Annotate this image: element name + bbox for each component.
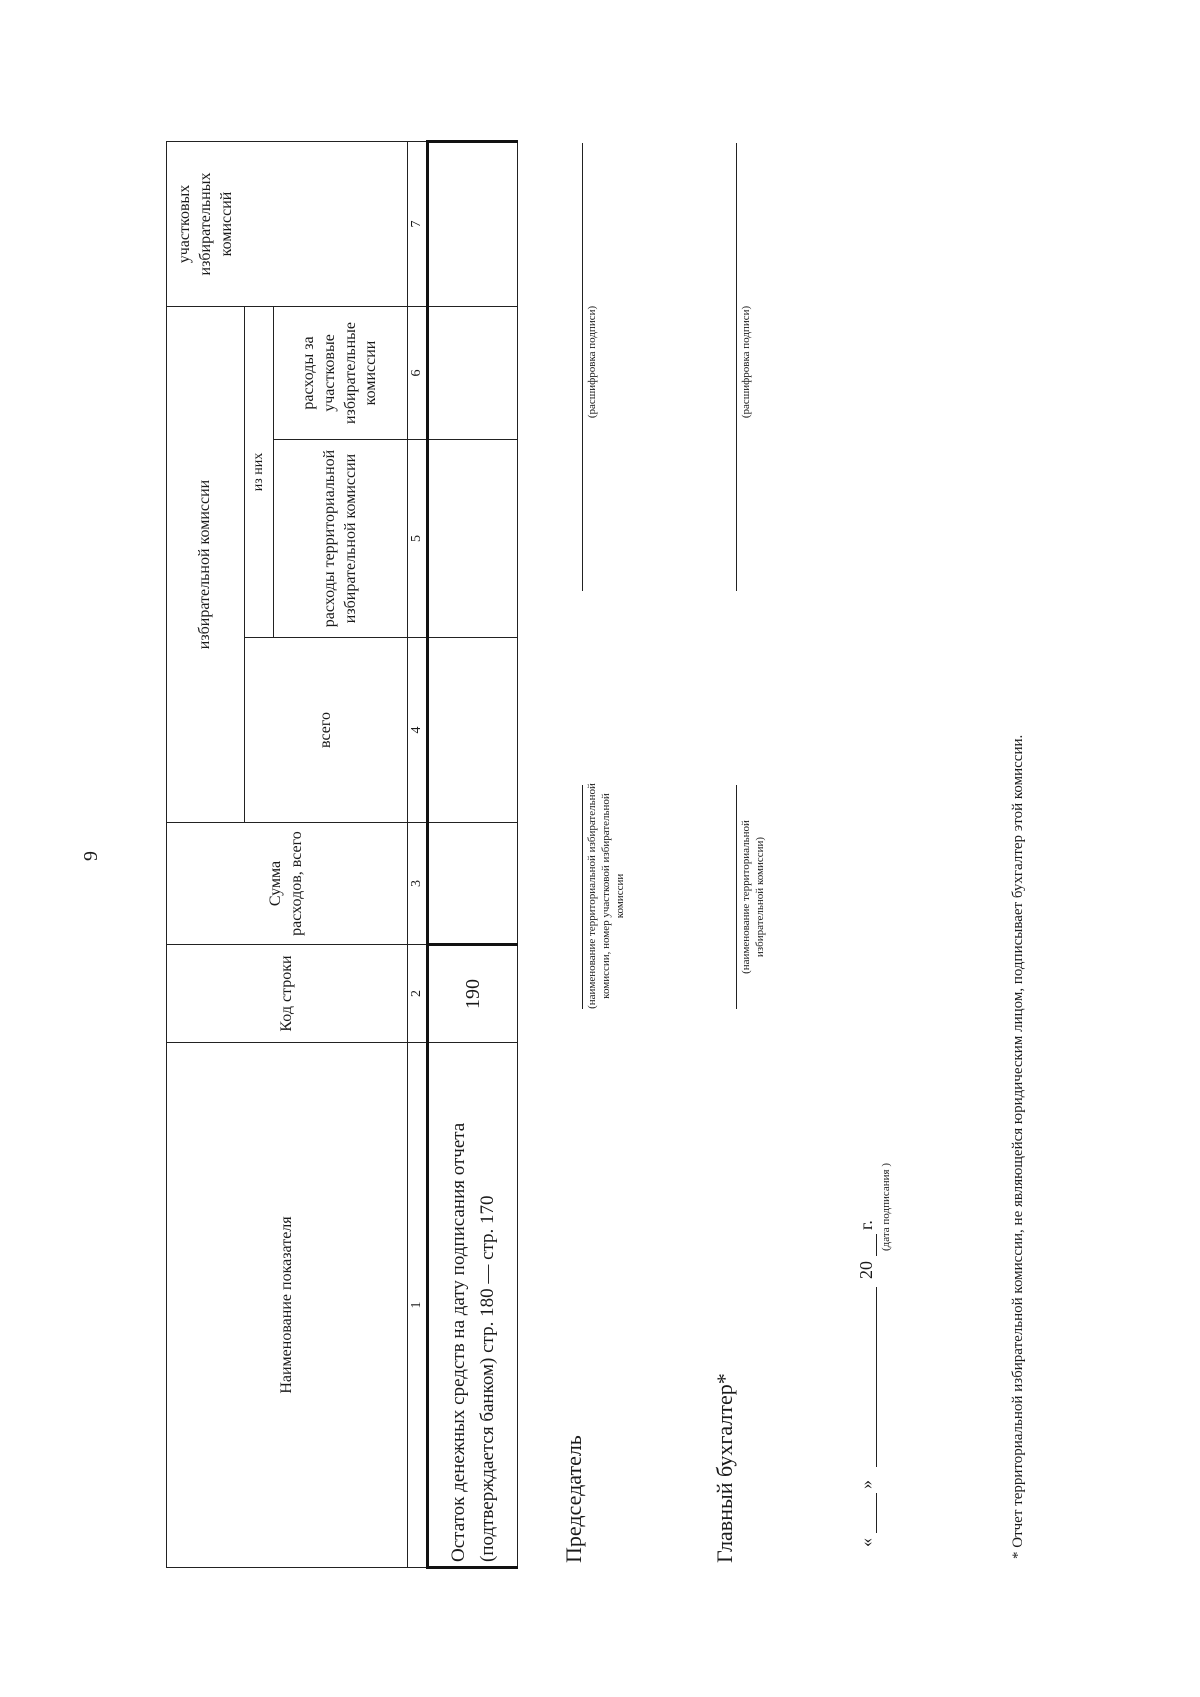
column-number: 7 [408,141,428,306]
header-total: всего [245,638,408,823]
row-total-cell [428,638,518,823]
column-number: 4 [408,638,428,823]
chairman-name-line [582,785,583,1009]
chairman-name-hint: (наименование территориальной избирательной комиссии, номер участковой избирательной комиссии [586,783,626,1009]
row-territorial-cell [428,440,518,638]
footnote: * Отчет территориальной избирательной комиссии, не являющейся юридическим лицом, подписывает бухгалтер этой комиссии. [1010,734,1026,1559]
chairman-role: Председатель [561,1435,586,1563]
row-total-sum-cell [428,823,518,945]
row-precinct-commissions-cell [428,141,518,306]
header-total-sum: Сумма расходов, всего [167,823,408,945]
header-name: Наименование показателя [167,1043,408,1568]
column-number: 2 [408,945,428,1043]
date-hint: (дата подписания ) [880,1162,892,1252]
column-numbers-row [408,141,428,1567]
column-number: 1 [408,1043,428,1568]
header-code: Код строки [167,945,408,1043]
column-number: 6 [408,306,428,439]
column-number: 5 [408,440,428,638]
date-year-line [858,1235,877,1257]
date-month-line [858,1288,877,1468]
row-precinct-cell [428,306,518,439]
date-close-quote: » [856,1480,876,1489]
date-open-quote: « [856,1538,876,1547]
accountant-role: Главный бухгалтер* [712,1373,737,1563]
column-number: 3 [408,823,428,945]
table-row [428,141,518,1567]
chairman-decode-hint: (расшифровка подписи) [586,305,598,419]
date-block [856,1220,877,1547]
header-of-them: из них [245,306,274,637]
header-precinct-expenses: расходы за участковые избирательные комиссии [274,306,408,439]
report-table [166,140,518,1569]
accountant-decode-line [736,143,737,591]
header-commission-group: избирательной комиссии [167,306,245,822]
date-year-prefix: 20 [856,1261,876,1279]
header-territorial-expenses: расходы территориальной избирательной комиссии [274,440,408,638]
row-name: Остаток денежных средств на дату подписания отчета (подтверждается банком) стр. 180 — стр. 170 [428,1043,518,1568]
date-day-line [858,1494,877,1534]
date-year-suffix: г. [856,1220,876,1230]
accountant-name-line [736,785,737,1009]
header-precinct-commissions: участковых избирательных комиссий [167,141,408,306]
accountant-name-hint: (наименование территориальной избирательной комиссии) [740,820,766,974]
chairman-decode-line [582,143,583,591]
accountant-decode-hint: (расшифровка подписи) [740,305,752,419]
page-number: 9 [80,851,102,861]
row-code: 190 [428,945,518,1043]
